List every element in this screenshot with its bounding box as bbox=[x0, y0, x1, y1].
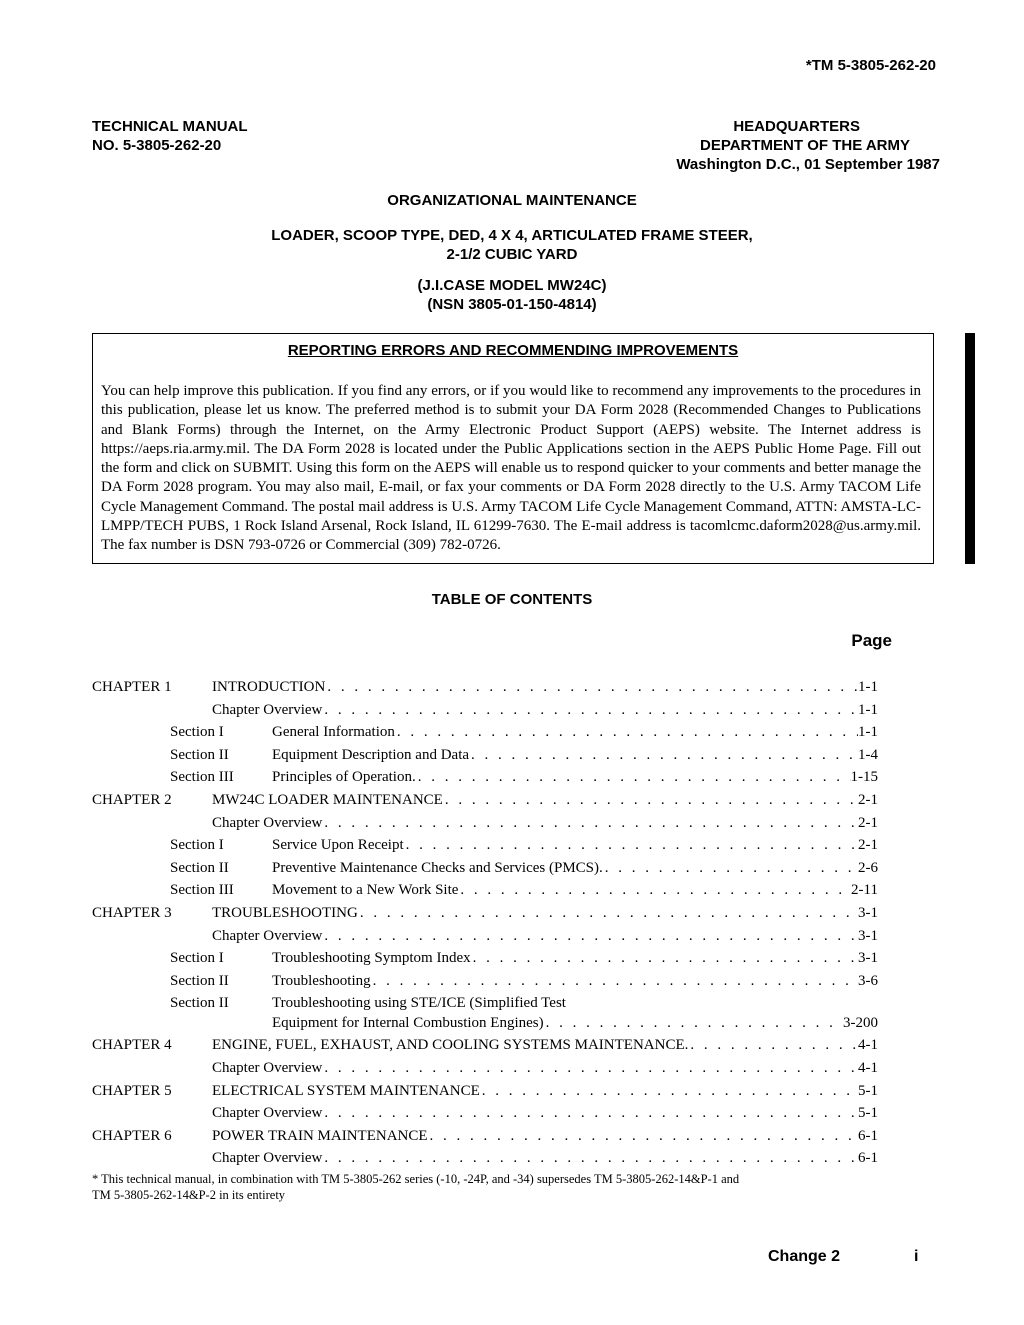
toc-entry bbox=[212, 1149, 878, 1167]
toc-page-number: 1-4 bbox=[858, 746, 878, 763]
toc-entry-row[interactable] bbox=[92, 701, 878, 724]
toc-leader-dots bbox=[428, 1127, 858, 1145]
toc-page-number: 3-1 bbox=[858, 904, 878, 921]
toc-leader-dots bbox=[322, 927, 858, 945]
toc-entry-row[interactable] bbox=[92, 814, 878, 837]
toc-title: TABLE OF CONTENTS bbox=[431, 591, 593, 608]
toc-entry-title: Service Upon Receipt bbox=[272, 837, 404, 854]
toc-section-label: Section I bbox=[170, 837, 224, 854]
toc-entry bbox=[212, 1059, 878, 1077]
toc-entry-row[interactable] bbox=[92, 1059, 878, 1082]
toc-entry-row[interactable] bbox=[92, 994, 878, 1036]
toc-entry bbox=[212, 814, 878, 832]
toc-entry-title: INTRODUCTION bbox=[212, 679, 326, 695]
footnote-line1: * This technical manual, in combination with TM 5-3805-262 series (-10, -24P, and -34) supersedes TM 5-3805-262-14&P-1 and bbox=[92, 1172, 740, 1186]
toc-page-header: Page bbox=[851, 631, 892, 650]
toc-entry-row[interactable] bbox=[92, 746, 878, 769]
toc-leader-dots bbox=[469, 746, 858, 764]
toc-entry bbox=[212, 904, 878, 922]
toc-entry-title: Chapter Overview bbox=[212, 927, 323, 944]
change-bar bbox=[965, 333, 975, 564]
document-id: *TM 5-3805-262-20 bbox=[805, 57, 936, 74]
toc-chapter-label: CHAPTER 4 bbox=[92, 1037, 172, 1054]
toc-entry-title: POWER TRAIN MAINTENANCE bbox=[212, 1127, 428, 1144]
equipment-title-line1: LOADER, SCOOP TYPE, DED, 4 X 4, ARTICULATED FRAME STEER, bbox=[271, 227, 753, 244]
toc-page-number: 3-1 bbox=[858, 950, 878, 967]
toc-entry-title: General Information bbox=[272, 724, 395, 741]
reporting-errors-box bbox=[92, 333, 934, 564]
toc-entry-title: Equipment for Internal Combustion Engines) bbox=[272, 1015, 544, 1032]
toc-entry-row[interactable] bbox=[92, 768, 878, 791]
toc-entry bbox=[272, 859, 878, 877]
toc-entry bbox=[272, 723, 878, 741]
toc-entry bbox=[272, 1014, 878, 1032]
toc-page-number: 1-15 bbox=[850, 769, 878, 786]
toc-entry-title: Chapter Overview bbox=[212, 701, 323, 718]
toc-entry-row[interactable] bbox=[92, 1104, 878, 1127]
toc-section-label: Section II bbox=[170, 972, 229, 989]
toc-leader-dots bbox=[395, 723, 858, 741]
department-label: DEPARTMENT OF THE ARMY bbox=[700, 137, 910, 154]
toc-leader-dots bbox=[603, 859, 858, 877]
toc-page-number: 1-1 bbox=[858, 701, 878, 718]
nsn-number: (NSN 3805-01-150-4814) bbox=[427, 296, 597, 313]
toc-entry-title: Troubleshooting bbox=[272, 972, 371, 989]
toc-entry-title: Movement to a New Work Site bbox=[272, 882, 459, 899]
toc-page-number: 1-1 bbox=[858, 679, 878, 695]
toc-leader-dots bbox=[322, 814, 858, 832]
toc-entry-title: ELECTRICAL SYSTEM MAINTENANCE bbox=[212, 1082, 480, 1099]
toc-entry-title: Chapter Overview bbox=[212, 1150, 323, 1167]
headquarters-block bbox=[640, 117, 940, 174]
toc-page-number: 6-1 bbox=[858, 1150, 878, 1167]
toc-page-number: 5-1 bbox=[858, 1082, 878, 1099]
toc-chapter-label: CHAPTER 5 bbox=[92, 1082, 172, 1099]
toc-entry bbox=[212, 1127, 878, 1145]
toc-page-number: 3-6 bbox=[858, 972, 878, 989]
maintenance-level-title: ORGANIZATIONAL MAINTENANCE bbox=[387, 192, 637, 209]
toc-leader-dots bbox=[322, 1059, 858, 1077]
toc-leader-dots bbox=[322, 1149, 858, 1167]
toc-section-label: Section II bbox=[170, 995, 229, 1012]
toc-entry bbox=[272, 836, 878, 854]
toc-entry-title: Principles of Operation. bbox=[272, 769, 416, 786]
toc-entry-title: Equipment Description and Data bbox=[272, 746, 470, 763]
toc-entry bbox=[212, 678, 878, 696]
toc-chapter-label: CHAPTER 2 bbox=[92, 791, 172, 808]
toc-section-label: Section III bbox=[170, 769, 234, 786]
toc-page-number: 2-1 bbox=[858, 837, 878, 854]
toc-entry-title: TROUBLESHOOTING bbox=[212, 904, 358, 921]
supersedes-footnote bbox=[92, 1171, 892, 1203]
toc-chapter-label: CHAPTER 3 bbox=[92, 904, 172, 921]
toc-section-label: Section I bbox=[170, 724, 224, 741]
toc-leader-dots bbox=[325, 678, 858, 696]
model-name: (J.I.CASE MODEL MW24C) bbox=[417, 277, 607, 294]
toc-leader-dots bbox=[443, 791, 858, 809]
manual-number-block bbox=[92, 117, 248, 155]
toc-leader-dots bbox=[371, 972, 858, 990]
toc-page-number: 5-1 bbox=[858, 1105, 878, 1122]
toc-chapter-row[interactable] bbox=[92, 1036, 878, 1059]
toc-entry bbox=[212, 1104, 878, 1122]
footnote-line2: TM 5-3805-262-14&P-2 in its entirety bbox=[92, 1188, 286, 1202]
toc-section-label: Section II bbox=[170, 859, 229, 876]
headquarters-label: HEADQUARTERS bbox=[733, 118, 860, 135]
toc-page-number: 4-1 bbox=[858, 1037, 878, 1054]
toc-entry-row[interactable] bbox=[92, 949, 878, 972]
publication-date: Washington D.C., 01 September 1987 bbox=[676, 156, 940, 173]
toc-entry-title: Preventive Maintenance Checks and Services (PMCS). bbox=[272, 859, 603, 876]
toc-leader-dots bbox=[480, 1082, 858, 1100]
toc-entry bbox=[272, 768, 878, 786]
toc-section-label: Section II bbox=[170, 746, 229, 763]
toc-leader-dots bbox=[404, 836, 858, 854]
toc-section-label: Section III bbox=[170, 882, 234, 899]
toc-entry-row[interactable] bbox=[92, 881, 878, 904]
toc-entry-row[interactable] bbox=[92, 836, 878, 859]
toc-leader-dots bbox=[322, 1104, 858, 1122]
toc-title-line1: Troubleshooting using STE/ICE (Simplified Test bbox=[272, 995, 566, 1012]
toc-chapter-row[interactable] bbox=[92, 678, 878, 701]
toc-leader-dots bbox=[358, 904, 858, 922]
toc-entry-row[interactable] bbox=[92, 859, 878, 882]
toc-entry-title: Troubleshooting Symptom Index bbox=[272, 950, 471, 967]
toc-page-number: 2-1 bbox=[858, 814, 878, 831]
toc-page-number: 2-6 bbox=[858, 859, 878, 876]
toc-entry-title: ENGINE, FUEL, EXHAUST, AND COOLING SYSTEMS MAINTENANCE. bbox=[212, 1037, 689, 1054]
equipment-title bbox=[0, 226, 1024, 264]
notice-title: REPORTING ERRORS AND RECOMMENDING IMPROVEMENTS bbox=[287, 342, 739, 359]
toc-entry-row[interactable] bbox=[92, 723, 878, 746]
toc-leader-dots bbox=[322, 701, 858, 719]
notice-body: You can help improve this publication. If you find any errors, or if you would like to recommend any improvements to the procedures in this publication, please let us know. The preferred method is to submit your DA Form 2028 (Recommended Changes to Publications and Blank Forms) through the Internet, on the Army Electronic Product Support (AEPS) website. The Internet address is https://aeps.ria.army.mil. The DA Form 2028 is located under the Public Applications section in the AEPS Public Home Page. Fill out the form and click on SUBMIT. Using this form on the AEPS will enable us to respond quicker to your comments and better manage the DA Form 2028 program. You may also mail, E-mail, or fax your comments or DA Form 2028 directly to the U.S. Army TACOM Life Cycle Management Command. The postal mail address is U.S. Army TACOM Life Cycle Management Command, ATTN: AMSTA-LC-LMPP/TECH PUBS, 1 Rock Island Arsenal, Rock Island, IL 61299-7630. The E-mail address is tacomlcmc.daform2028@us.army.mil. The fax number is DSN 793-0726 or Commercial (309) 782-0726. bbox=[101, 383, 921, 554]
toc-chapter-row[interactable] bbox=[92, 791, 878, 814]
toc-page-number: 3-1 bbox=[858, 927, 878, 944]
toc-chapter-row[interactable] bbox=[92, 1082, 878, 1105]
toc-section-label: Section I bbox=[170, 950, 224, 967]
toc-entry bbox=[272, 972, 878, 990]
toc-page-number: 6-1 bbox=[858, 1127, 878, 1144]
toc-leader-dots bbox=[416, 768, 851, 786]
toc-entry bbox=[212, 701, 878, 719]
toc-entry-title: Chapter Overview bbox=[212, 1105, 323, 1122]
toc-entry bbox=[212, 927, 878, 945]
model-block bbox=[0, 276, 1024, 314]
toc-page-number: 2-11 bbox=[851, 882, 878, 899]
toc-entry bbox=[272, 746, 878, 764]
toc-entry-title: Chapter Overview bbox=[212, 814, 323, 831]
toc-leader-dots bbox=[544, 1014, 843, 1032]
toc-entry-row[interactable] bbox=[92, 1149, 878, 1172]
toc-leader-dots bbox=[471, 949, 858, 967]
toc-leader-dots bbox=[688, 1036, 858, 1054]
toc-page-number: 2-1 bbox=[858, 791, 878, 808]
toc-entry-row[interactable] bbox=[92, 927, 878, 950]
toc-entry-title: MW24C LOADER MAINTENANCE bbox=[212, 791, 443, 808]
toc-entry-row[interactable] bbox=[92, 972, 878, 995]
toc-chapter-row[interactable] bbox=[92, 1127, 878, 1150]
manual-number: NO. 5-3805-262-20 bbox=[92, 137, 222, 154]
toc-entry-title: Chapter Overview bbox=[212, 1059, 323, 1076]
toc-entry bbox=[212, 1082, 878, 1100]
toc-entry bbox=[272, 949, 878, 967]
toc-page-number: 1-1 bbox=[858, 724, 878, 741]
change-number: Change 2 bbox=[768, 1248, 841, 1265]
toc-entry bbox=[212, 1036, 878, 1054]
toc-leader-dots bbox=[458, 881, 851, 899]
toc-page-number: 4-1 bbox=[858, 1059, 878, 1076]
toc-chapter-row[interactable] bbox=[92, 904, 878, 927]
page-number: i bbox=[914, 1248, 919, 1265]
toc-chapter-label: CHAPTER 1 bbox=[92, 679, 172, 695]
toc-page-number: 3-200 bbox=[843, 1015, 878, 1032]
toc-chapter-label: CHAPTER 6 bbox=[92, 1127, 172, 1144]
equipment-title-line2: 2-1/2 CUBIC YARD bbox=[446, 246, 578, 263]
toc-entry bbox=[272, 881, 878, 899]
manual-type: TECHNICAL MANUAL bbox=[92, 118, 248, 135]
toc-entry bbox=[212, 791, 878, 809]
table-of-contents bbox=[92, 678, 878, 1172]
